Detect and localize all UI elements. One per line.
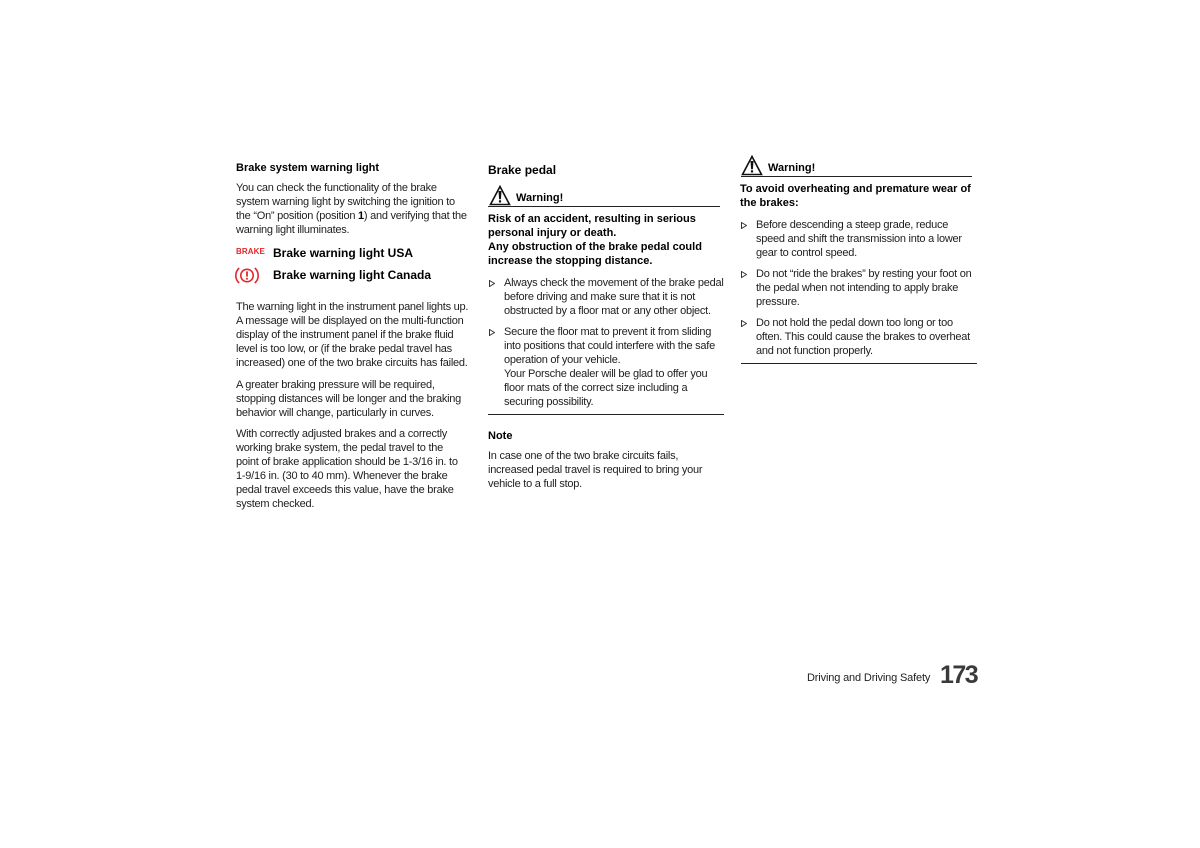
warning-statement: Risk of an accident, resulting in serious personal injury or death. xyxy=(488,213,696,239)
ignition-position-number: 1 xyxy=(358,210,364,222)
triangle-bullet-icon xyxy=(741,320,747,327)
paragraph: A greater braking pressure will be required, stopping distances will be longer and the braking behavior will change, particularly in curves. xyxy=(236,379,462,419)
warning-statement: To avoid overheating and premature wear of the brakes: xyxy=(740,183,971,209)
intro-text-start: You can check the functionality of the brake system warning light by switching the ignition to the “On” position (position xyxy=(236,182,455,222)
bullet-item xyxy=(740,218,977,259)
intro-text-end: ) and verifying that the warning light illuminates. xyxy=(236,210,467,236)
triangle-bullet-icon xyxy=(489,329,495,336)
brake-warning-canada-icon xyxy=(235,265,259,286)
warning-label: Warning! xyxy=(768,162,816,174)
intro-paragraph xyxy=(236,181,467,237)
footer-section-title: Driving and Driving Safety xyxy=(807,672,931,684)
brake-warning-usa-icon: BRAKE xyxy=(236,247,265,256)
column-overheating-warning xyxy=(740,0,977,848)
page-number: 173 xyxy=(940,661,978,689)
triangle-bullet-icon xyxy=(741,222,747,229)
paragraph: The warning light in the instrument panel lights up. A message will be displayed on the multi-function display of the instrument panel if the brake fluid level is too low, or (if the brake pedal travel has increased) one of the two brake circuits has failed. xyxy=(236,301,469,369)
warning-label: Warning! xyxy=(516,192,564,204)
triangle-bullet-icon xyxy=(489,280,495,287)
note-heading: Note xyxy=(488,430,513,442)
bullet-text: Secure the floor mat to prevent it from sliding into positions that could interfere with the safe operation of your vehicle. Your Porsche dealer will be glad to offer you floor mats of the correct size including a securing possibility. xyxy=(504,326,715,408)
warning-underline xyxy=(741,176,972,177)
paragraph: With correctly adjusted brakes and a correctly working brake system, the pedal travel to the point of brake application should be 1-3/16 in. to 1-9/16 in. (30 to 40 mm). Whenever the brake pedal travel exceeds this value, have the brake system checked. xyxy=(236,428,458,510)
warning-end-rule xyxy=(488,414,724,415)
section-heading: Brake system warning light xyxy=(236,162,380,174)
column-brake-pedal xyxy=(488,0,725,848)
bullet-item xyxy=(488,276,725,317)
bullet-item xyxy=(740,267,977,308)
bullet-text: Do not “ride the brakes” by resting your foot on the pedal when not intending to apply brake pressure. xyxy=(756,268,972,308)
bullet-text: Before descending a steep grade, reduce speed and shift the transmission into a lower gear to control speed. xyxy=(756,219,962,259)
bullet-text: Do not hold the pedal down too long or too often. This could cause the brakes to overheat and not function properly. xyxy=(756,317,970,357)
bullet-item xyxy=(488,325,725,408)
column-brake-warning-light xyxy=(236,0,473,848)
section-heading: Brake pedal xyxy=(488,163,557,177)
warning-end-rule xyxy=(741,363,977,364)
warning-triangle-icon xyxy=(741,155,763,176)
note-text: In case one of the two brake circuits fails, increased pedal travel is required to bring your vehicle to a full stop. xyxy=(488,450,703,490)
bullet-text: Always check the movement of the brake pedal before driving and make sure that it is not obstructed by a floor mat or any other object. xyxy=(504,277,724,317)
warning-statement: Any obstruction of the brake pedal could increase the stopping distance. xyxy=(488,241,702,267)
bullet-item xyxy=(740,316,977,357)
warning-underline xyxy=(488,206,720,207)
triangle-bullet-icon xyxy=(741,271,747,278)
canada-warning-light-heading: Brake warning light Canada xyxy=(273,268,432,282)
usa-warning-light-heading: Brake warning light USA xyxy=(273,246,414,260)
warning-triangle-icon xyxy=(489,185,511,206)
